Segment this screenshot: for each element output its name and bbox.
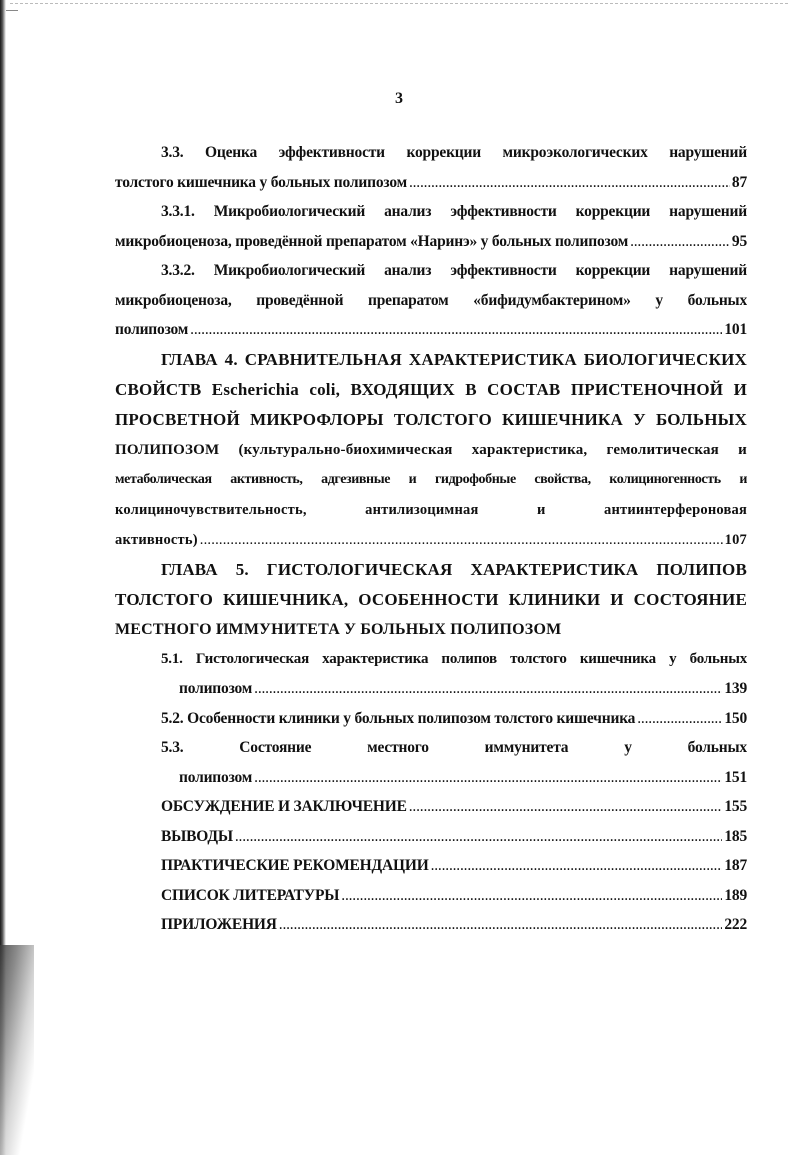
- toc-line: ПРОСВЕТНОЙ МИКРОФЛОРЫ ТОЛСТОГО КИШЕЧНИКА У БОЛЬНЫХ: [115, 409, 747, 429]
- leader-dots: [409, 792, 723, 822]
- scan-top-edge: [10, 3, 788, 4]
- toc-leader-line: [161, 704, 747, 734]
- table-of-contents: [115, 138, 747, 940]
- toc-entry-title: толстого кишечника у больных полипозом: [115, 173, 407, 191]
- leader-dots: [630, 227, 730, 257]
- toc-page-ref: 222: [724, 916, 747, 933]
- toc-leader-line: [161, 822, 747, 852]
- leader-dots: [200, 525, 723, 555]
- toc-entry-3-3-2[interactable]: [115, 256, 747, 345]
- toc-page-ref: 107: [724, 531, 747, 548]
- toc-line: колициночувствительность, антилизоцимная и антиинтерфероновая: [115, 501, 747, 518]
- toc-entry-3-3-1[interactable]: [115, 197, 747, 256]
- toc-entry-title: 5.2. Особенности клиники у больных полипозом толстого кишечника: [161, 709, 636, 727]
- toc-line: ПОЛИПОЗОМ (культурально-биохимическая характеристика, гемолитическая и: [115, 441, 747, 458]
- toc-page-ref: 185: [724, 827, 747, 845]
- toc-leader-line: [161, 851, 747, 881]
- toc-entry-appendices[interactable]: [115, 910, 747, 940]
- toc-line: ТОЛСТОГО КИШЕЧНИКА, ОСОБЕННОСТИ КЛИНИКИ И СОСТОЯНИЕ: [115, 589, 747, 609]
- toc-line: МЕСТНОГО ИММУНИТЕТА У БОЛЬНЫХ ПОЛИПОЗОМ: [115, 620, 562, 638]
- toc-page-ref: 155: [724, 798, 747, 815]
- scan-binding-shadow: [0, 945, 34, 1155]
- toc-leader-line: [115, 525, 747, 555]
- toc-line: ГЛАВА 5. ГИСТОЛОГИЧЕСКАЯ ХАРАКТЕРИСТИКА ПОЛИПОВ: [161, 559, 747, 579]
- toc-line: 5.1. Гистологическая характеристика полипов толстого кишечника у больных: [161, 650, 747, 667]
- toc-line: 3.3. Оценка эффективности коррекции микроэкологических нарушений: [161, 144, 747, 161]
- toc-leader-line: [115, 315, 747, 345]
- toc-entry-title: полипозом: [179, 680, 253, 697]
- toc-line: СВОЙСТВ Escherichia coli, ВХОДЯЩИХ В СОСТАВ ПРИСТЕНОЧНОЙ И: [115, 379, 747, 399]
- toc-page-ref: 139: [724, 680, 747, 697]
- toc-page-ref: 151: [724, 768, 747, 786]
- toc-page-ref: 87: [731, 173, 747, 191]
- toc-leader-line: [161, 674, 747, 704]
- toc-page-ref: 189: [724, 886, 747, 904]
- toc-entry-title: ВЫВОДЫ: [161, 827, 233, 845]
- toc-line: 3.3.1. Микробиологический анализ эффективности коррекции нарушений: [161, 203, 747, 220]
- toc-entry-title: СПИСОК ЛИТЕРАТУРЫ: [161, 886, 340, 904]
- toc-entry-discussion[interactable]: [115, 792, 747, 822]
- leader-dots: [637, 704, 722, 734]
- toc-entry-5-3[interactable]: [115, 733, 747, 792]
- toc-entry-title: полипозом: [179, 768, 253, 786]
- toc-entry-3-3[interactable]: [115, 138, 747, 197]
- toc-leader-line: [115, 227, 747, 257]
- toc-line: 5.3. Состояние местного иммунитета у больных: [161, 739, 747, 756]
- leader-dots: [409, 168, 730, 198]
- toc-page-ref: 187: [724, 857, 747, 874]
- page-number: 3: [395, 90, 403, 107]
- toc-page-ref: 101: [724, 321, 747, 338]
- toc-entry-title: ПРИЛОЖЕНИЯ: [161, 916, 277, 933]
- toc-entry-5-2[interactable]: [115, 704, 747, 734]
- toc-line: 3.3.2. Микробиологический анализ эффективности коррекции нарушений: [161, 262, 747, 279]
- toc-leader-line: [161, 910, 747, 940]
- toc-page-ref: 95: [731, 232, 747, 250]
- leader-dots: [341, 881, 722, 911]
- toc-leader-line: [161, 763, 747, 793]
- leader-dots: [190, 315, 722, 345]
- toc-leader-line: [161, 881, 747, 911]
- toc-entry-chapter-5[interactable]: [115, 555, 747, 645]
- toc-leader-line: [115, 168, 747, 198]
- toc-entry-title: ПРАКТИЧЕСКИЕ РЕКОМЕНДАЦИИ: [161, 857, 429, 874]
- toc-page-ref: 150: [724, 709, 747, 727]
- leader-dots: [235, 822, 722, 852]
- toc-leader-line: [161, 792, 747, 822]
- leader-dots: [254, 763, 722, 793]
- toc-line: метаболическая активность, адгезивные и гидрофобные свойства, колициногенность и: [115, 471, 747, 487]
- toc-entry-references[interactable]: [115, 881, 747, 911]
- toc-entry-chapter-4[interactable]: [115, 345, 747, 555]
- leader-dots: [431, 851, 723, 881]
- leader-dots: [279, 910, 723, 940]
- toc-entry-conclusions[interactable]: [115, 822, 747, 852]
- toc-entry-title: ОБСУЖДЕНИЕ И ЗАКЛЮЧЕНИЕ: [161, 798, 407, 815]
- toc-line: ГЛАВА 4. СРАВНИТЕЛЬНАЯ ХАРАКТЕРИСТИКА БИОЛОГИЧЕСКИХ: [161, 349, 747, 369]
- toc-entry-5-1[interactable]: [115, 645, 747, 704]
- toc-entry-title: полипозом: [115, 321, 189, 338]
- toc-line: микробиоценоза, проведённой препаратом «бифидумбактерином» у больных: [115, 291, 747, 309]
- toc-entry-recommendations[interactable]: [115, 851, 747, 881]
- toc-entry-title: активность): [115, 531, 198, 548]
- leader-dots: [254, 674, 722, 704]
- toc-entry-title: микробиоценоза, проведённой препаратом «Наринэ» у больных полипозом: [115, 232, 629, 250]
